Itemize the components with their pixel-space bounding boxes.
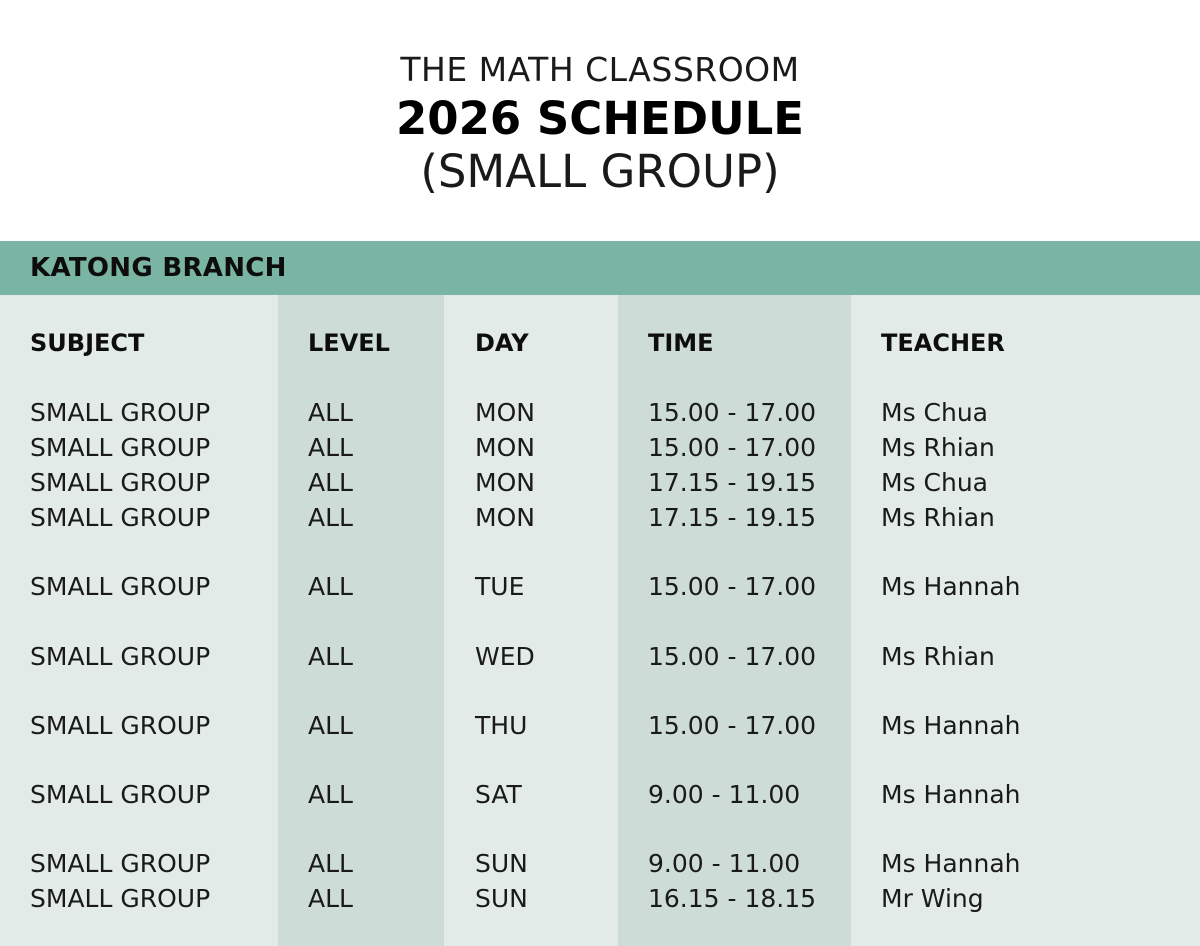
- branch-bar: [0, 241, 1200, 295]
- schedule-header: [0, 0, 1200, 241]
- cell-day: SUN: [475, 849, 528, 878]
- cell-time: 17.15 - 19.15: [648, 468, 817, 497]
- cell-level: ALL: [308, 849, 353, 878]
- column-header-teacher: TEACHER: [881, 329, 1005, 357]
- cell-day: WED: [475, 642, 535, 671]
- cell-day: TUE: [475, 572, 525, 601]
- cell-level: ALL: [308, 572, 353, 601]
- column-header-subject: SUBJECT: [30, 329, 145, 357]
- cell-teacher: Ms Hannah: [881, 780, 1021, 809]
- cell-day: THU: [475, 711, 528, 740]
- cell-day: MON: [475, 433, 535, 462]
- level-column-stripe: [278, 295, 444, 946]
- cell-teacher: Ms Chua: [881, 398, 989, 427]
- cell-subject: SMALL GROUP: [30, 468, 211, 497]
- cell-day: MON: [475, 398, 535, 427]
- cell-subject: SMALL GROUP: [30, 849, 211, 878]
- cell-day: SUN: [475, 884, 528, 913]
- cell-teacher: Ms Rhian: [881, 642, 995, 671]
- cell-time: 9.00 - 11.00: [648, 780, 801, 809]
- cell-subject: SMALL GROUP: [30, 884, 211, 913]
- cell-teacher: Ms Hannah: [881, 711, 1021, 740]
- branch-name: KATONG BRANCH: [30, 253, 287, 283]
- column-header-day: DAY: [475, 329, 529, 357]
- school-name: THE MATH CLASSROOM: [400, 50, 800, 89]
- cell-subject: SMALL GROUP: [30, 642, 211, 671]
- cell-level: ALL: [308, 433, 353, 462]
- schedule-subtitle: (SMALL GROUP): [420, 145, 780, 198]
- cell-day: MON: [475, 503, 535, 532]
- cell-time: 15.00 - 17.00: [648, 711, 817, 740]
- cell-day: MON: [475, 468, 535, 497]
- cell-time: 15.00 - 17.00: [648, 642, 817, 671]
- cell-subject: SMALL GROUP: [30, 780, 211, 809]
- cell-teacher: Ms Rhian: [881, 503, 995, 532]
- cell-teacher: Ms Hannah: [881, 572, 1021, 601]
- cell-day: SAT: [475, 780, 522, 809]
- cell-subject: SMALL GROUP: [30, 433, 211, 462]
- cell-level: ALL: [308, 642, 353, 671]
- cell-teacher: Ms Rhian: [881, 433, 995, 462]
- schedule-table: [0, 295, 1200, 946]
- column-header-time: TIME: [648, 329, 714, 357]
- schedule-title: 2026 SCHEDULE: [395, 92, 805, 145]
- cell-level: ALL: [308, 503, 353, 532]
- cell-subject: SMALL GROUP: [30, 572, 211, 601]
- cell-teacher: Ms Hannah: [881, 849, 1021, 878]
- cell-subject: SMALL GROUP: [30, 711, 211, 740]
- cell-level: ALL: [308, 398, 353, 427]
- column-header-level: LEVEL: [308, 329, 390, 357]
- cell-teacher: Mr Wing: [881, 884, 984, 913]
- cell-time: 15.00 - 17.00: [648, 572, 817, 601]
- cell-subject: SMALL GROUP: [30, 503, 211, 532]
- cell-level: ALL: [308, 884, 353, 913]
- cell-level: ALL: [308, 468, 353, 497]
- cell-time: 15.00 - 17.00: [648, 398, 817, 427]
- cell-teacher: Ms Chua: [881, 468, 989, 497]
- cell-time: 15.00 - 17.00: [648, 433, 817, 462]
- cell-time: 17.15 - 19.15: [648, 503, 817, 532]
- cell-subject: SMALL GROUP: [30, 398, 211, 427]
- cell-time: 9.00 - 11.00: [648, 849, 801, 878]
- cell-level: ALL: [308, 780, 353, 809]
- cell-level: ALL: [308, 711, 353, 740]
- cell-time: 16.15 - 18.15: [648, 884, 817, 913]
